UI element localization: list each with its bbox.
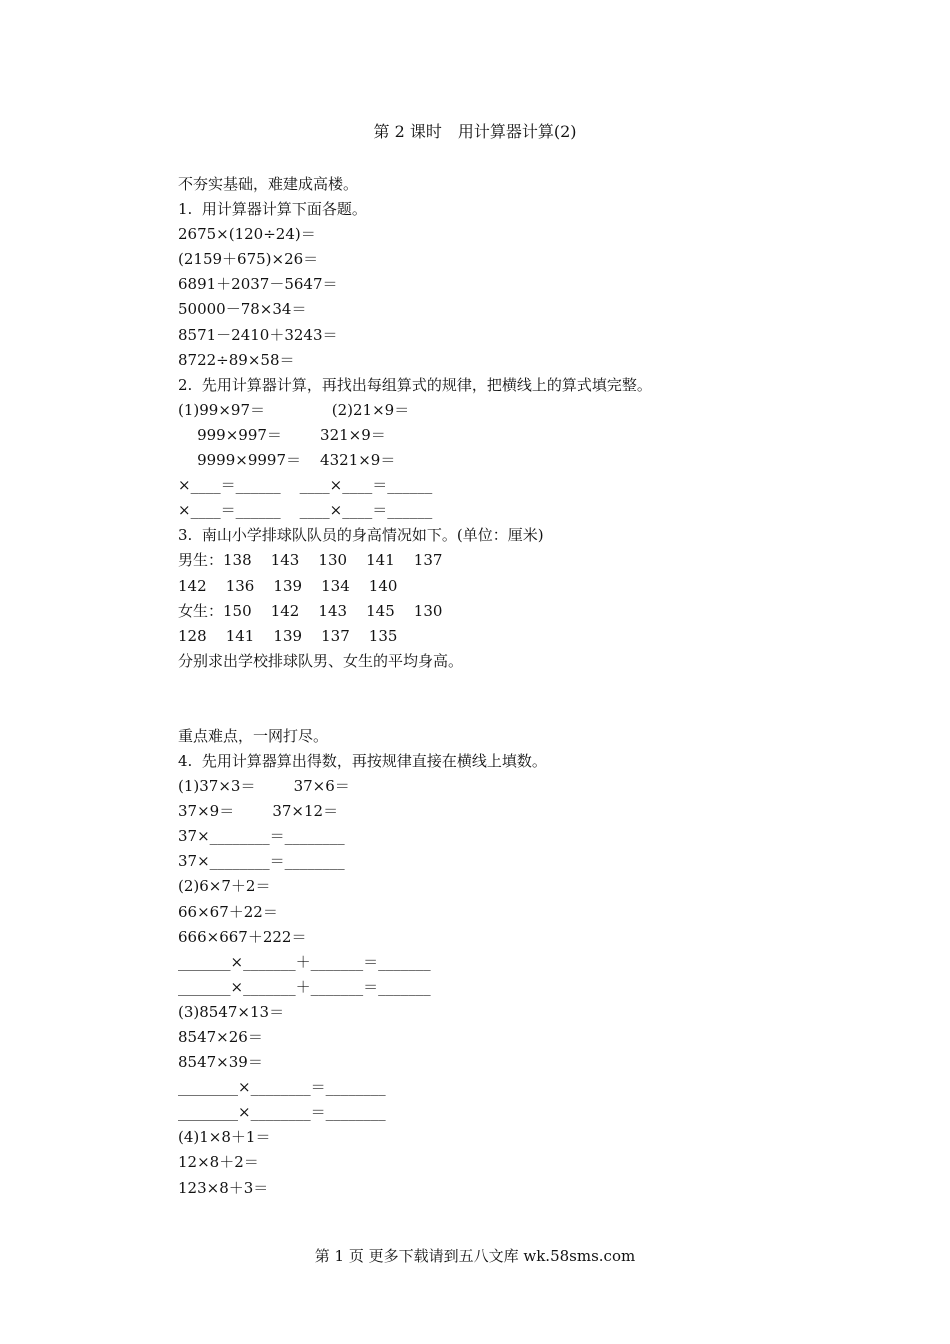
exercise-line: 男生：138 143 130 141 137 — [178, 551, 443, 570]
exercise-line: (2)6×7＋2＝ — [178, 877, 271, 896]
exercise-line: 37×________＝________ — [178, 827, 345, 846]
exercise-line: 66×67＋22＝ — [178, 902, 278, 921]
exercise-line: 666×667＋222＝ — [178, 927, 307, 946]
exercise-line: (2159＋675)×26＝ — [178, 250, 319, 269]
exercise-line: 1. 用计算器计算下面各题。 — [178, 200, 367, 219]
exercise-line: 37×9＝ 37×12＝ — [178, 802, 339, 821]
exercise-line: (4)1×8＋1＝ — [178, 1128, 271, 1147]
section-basic-exercises — [178, 197, 778, 674]
exercise-line: 8547×39＝ — [178, 1053, 263, 1072]
exercise-line: _______×_______＋_______＝_______ — [178, 977, 431, 996]
exercise-line: 37×________＝________ — [178, 852, 345, 871]
exercise-line: 8571－2410＋3243＝ — [178, 325, 338, 344]
exercise-line: 2. 先用计算器计算，再找出每组算式的规律，把横线上的算式填完整。 — [178, 375, 652, 394]
exercise-line: (3)8547×13＝ — [178, 1002, 285, 1021]
exercise-line: 142 136 139 134 140 — [178, 576, 398, 595]
section-heading: 重点难点，一网打尽。 — [178, 726, 329, 745]
content-body — [178, 172, 778, 1201]
section-spacer — [178, 674, 778, 724]
exercise-line: 999×997＝ 321×9＝ — [178, 425, 386, 444]
section-key-difficulties — [178, 749, 778, 1201]
exercise-line: 8722÷89×58＝ — [178, 350, 295, 369]
exercise-line: 12×8＋2＝ — [178, 1153, 259, 1172]
exercise-line: (1)99×97＝ (2)21×9＝ — [178, 400, 410, 419]
exercise-line: 2675×(120÷24)＝ — [178, 225, 316, 244]
exercise-line: 8547×26＝ — [178, 1028, 263, 1046]
exercise-line: 123×8＋3＝ — [178, 1178, 269, 1197]
exercise-line: ×____＝______ ____×____＝______ — [178, 476, 433, 495]
section-heading: 不夯实基础，难建成高楼。 — [178, 175, 359, 193]
exercise-line: 分别求出学校排球队男、女生的平均身高。 — [178, 651, 464, 670]
exercise-line: 9999×9997＝ 4321×9＝ — [178, 451, 396, 470]
exercise-line: 50000－78×34＝ — [178, 300, 307, 319]
exercise-line: 6891＋2037－5647＝ — [178, 275, 338, 294]
page-footer: 第 1 页 更多下载请到五八文库 wk.58sms.com — [314, 1247, 636, 1265]
exercise-line: 女生：150 142 143 145 130 — [178, 601, 443, 620]
exercise-line: 4. 先用计算器算出得数，再按规律直接在横线上填数。 — [178, 751, 547, 770]
lesson-title: 第 2 课时 用计算器计算(2) — [373, 122, 577, 141]
exercise-line: 3. 南山小学排球队队员的身高情况如下。(单位：厘米) — [178, 526, 544, 545]
exercise-line: 128 141 139 137 135 — [178, 626, 398, 645]
exercise-line: (1)37×3＝ 37×6＝ — [178, 777, 350, 796]
exercise-line: ________×________＝________ — [178, 1103, 386, 1122]
exercise-line: _______×_______＋_______＝_______ — [178, 952, 431, 971]
exercise-line: ________×________＝________ — [178, 1078, 386, 1097]
exercise-line: ×____＝______ ____×____＝______ — [178, 501, 433, 520]
